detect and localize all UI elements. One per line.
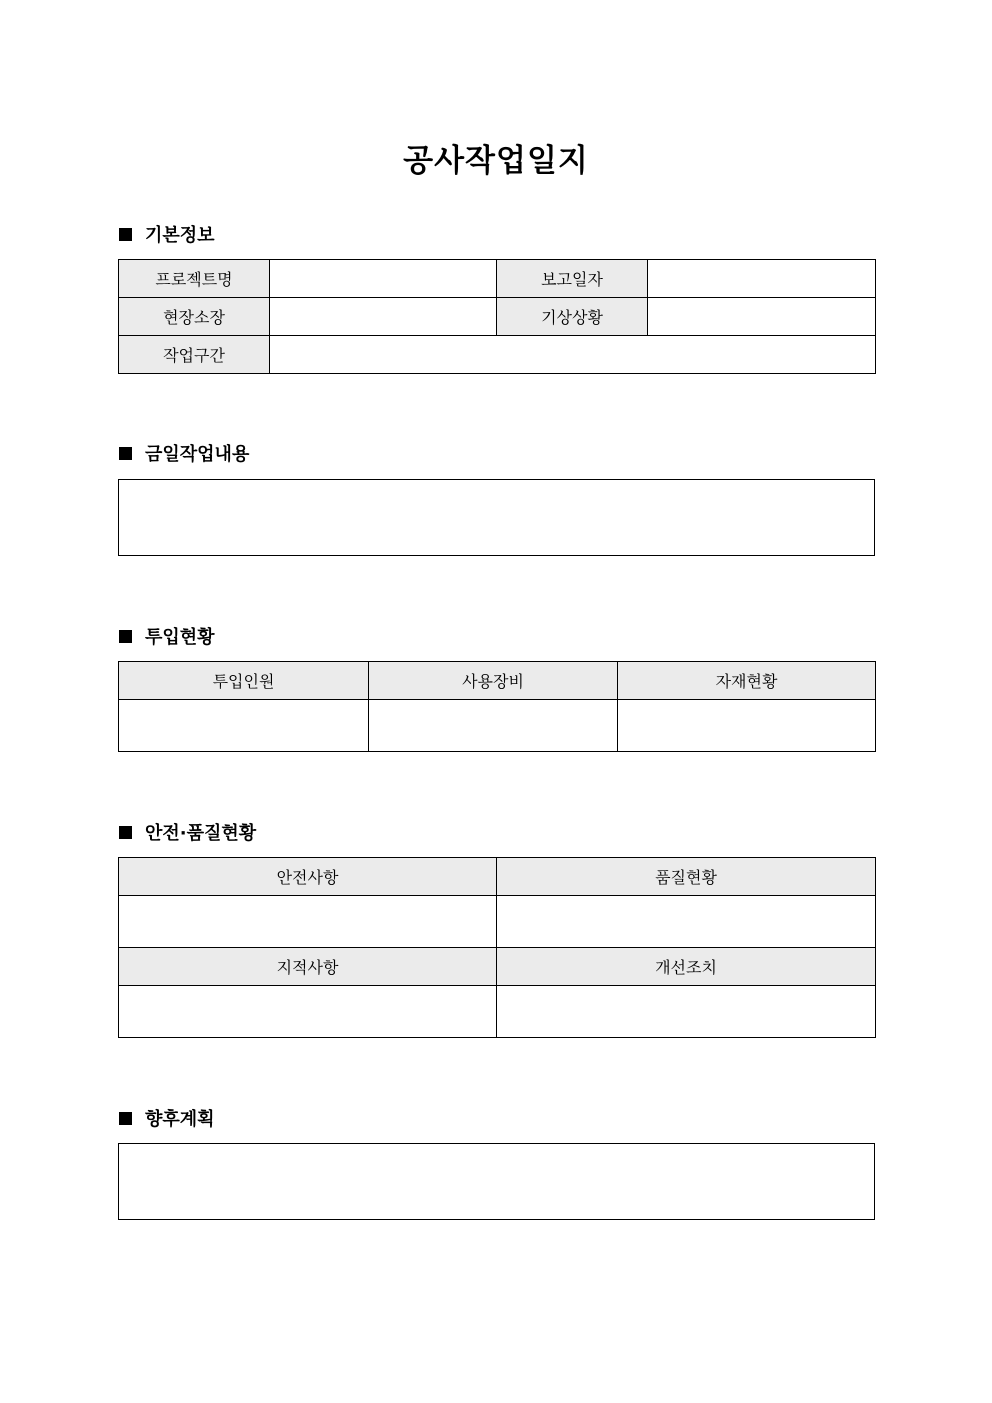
section-heading-future-label: 향후계획 xyxy=(145,1109,215,1130)
quality-status-label: 품질현황 xyxy=(497,858,876,896)
report-date-value[interactable] xyxy=(648,260,876,298)
quality-status-value[interactable] xyxy=(497,896,876,948)
issues-value[interactable] xyxy=(119,986,497,1038)
work-section-label: 작업구간 xyxy=(119,336,270,374)
section-heading-today-work xyxy=(119,441,249,465)
improvements-value[interactable] xyxy=(497,986,876,1038)
issues-label: 지적사항 xyxy=(119,948,497,986)
safety-quality-table xyxy=(118,857,876,1038)
today-work-content-box[interactable] xyxy=(118,479,875,556)
safety-items-label: 안전사항 xyxy=(119,858,497,896)
section-heading-today-work-label: 금일작업내용 xyxy=(145,444,250,465)
section-heading-safety-quality-label: 안전·품질현황 xyxy=(145,823,257,844)
report-date-label: 보고일자 xyxy=(497,260,648,298)
project-value[interactable] xyxy=(270,260,497,298)
project-label: 프로젝트명 xyxy=(119,260,270,298)
document-title: 공사작업일지 xyxy=(403,143,589,179)
section-heading-basic xyxy=(119,222,215,246)
material-status-value[interactable] xyxy=(618,700,876,752)
input-personnel-label: 투입인원 xyxy=(119,662,369,700)
weather-label: 기상상황 xyxy=(497,298,648,336)
section-heading-future xyxy=(119,1106,215,1130)
equipment-used-value[interactable] xyxy=(369,700,618,752)
weather-value[interactable] xyxy=(648,298,876,336)
input-personnel-value[interactable] xyxy=(119,700,369,752)
square-bullet-icon xyxy=(119,1112,132,1125)
square-bullet-icon xyxy=(119,826,132,839)
equipment-used-label: 사용장비 xyxy=(369,662,618,700)
safety-items-value[interactable] xyxy=(119,896,497,948)
square-bullet-icon xyxy=(119,228,132,241)
section-heading-safety-quality xyxy=(119,820,256,844)
section-heading-basic-label: 기본정보 xyxy=(145,225,215,246)
section-heading-input-label: 투입현황 xyxy=(145,627,215,648)
site-manager-value[interactable] xyxy=(270,298,497,336)
basic-info-table xyxy=(118,259,876,374)
input-status-table xyxy=(118,661,876,752)
future-plan-content-box[interactable] xyxy=(118,1143,875,1220)
square-bullet-icon xyxy=(119,447,132,460)
improvements-label: 개선조치 xyxy=(497,948,876,986)
square-bullet-icon xyxy=(119,630,132,643)
section-heading-input xyxy=(119,624,215,648)
site-manager-label: 현장소장 xyxy=(119,298,270,336)
work-section-value[interactable] xyxy=(270,336,876,374)
material-status-label: 자재현황 xyxy=(618,662,876,700)
